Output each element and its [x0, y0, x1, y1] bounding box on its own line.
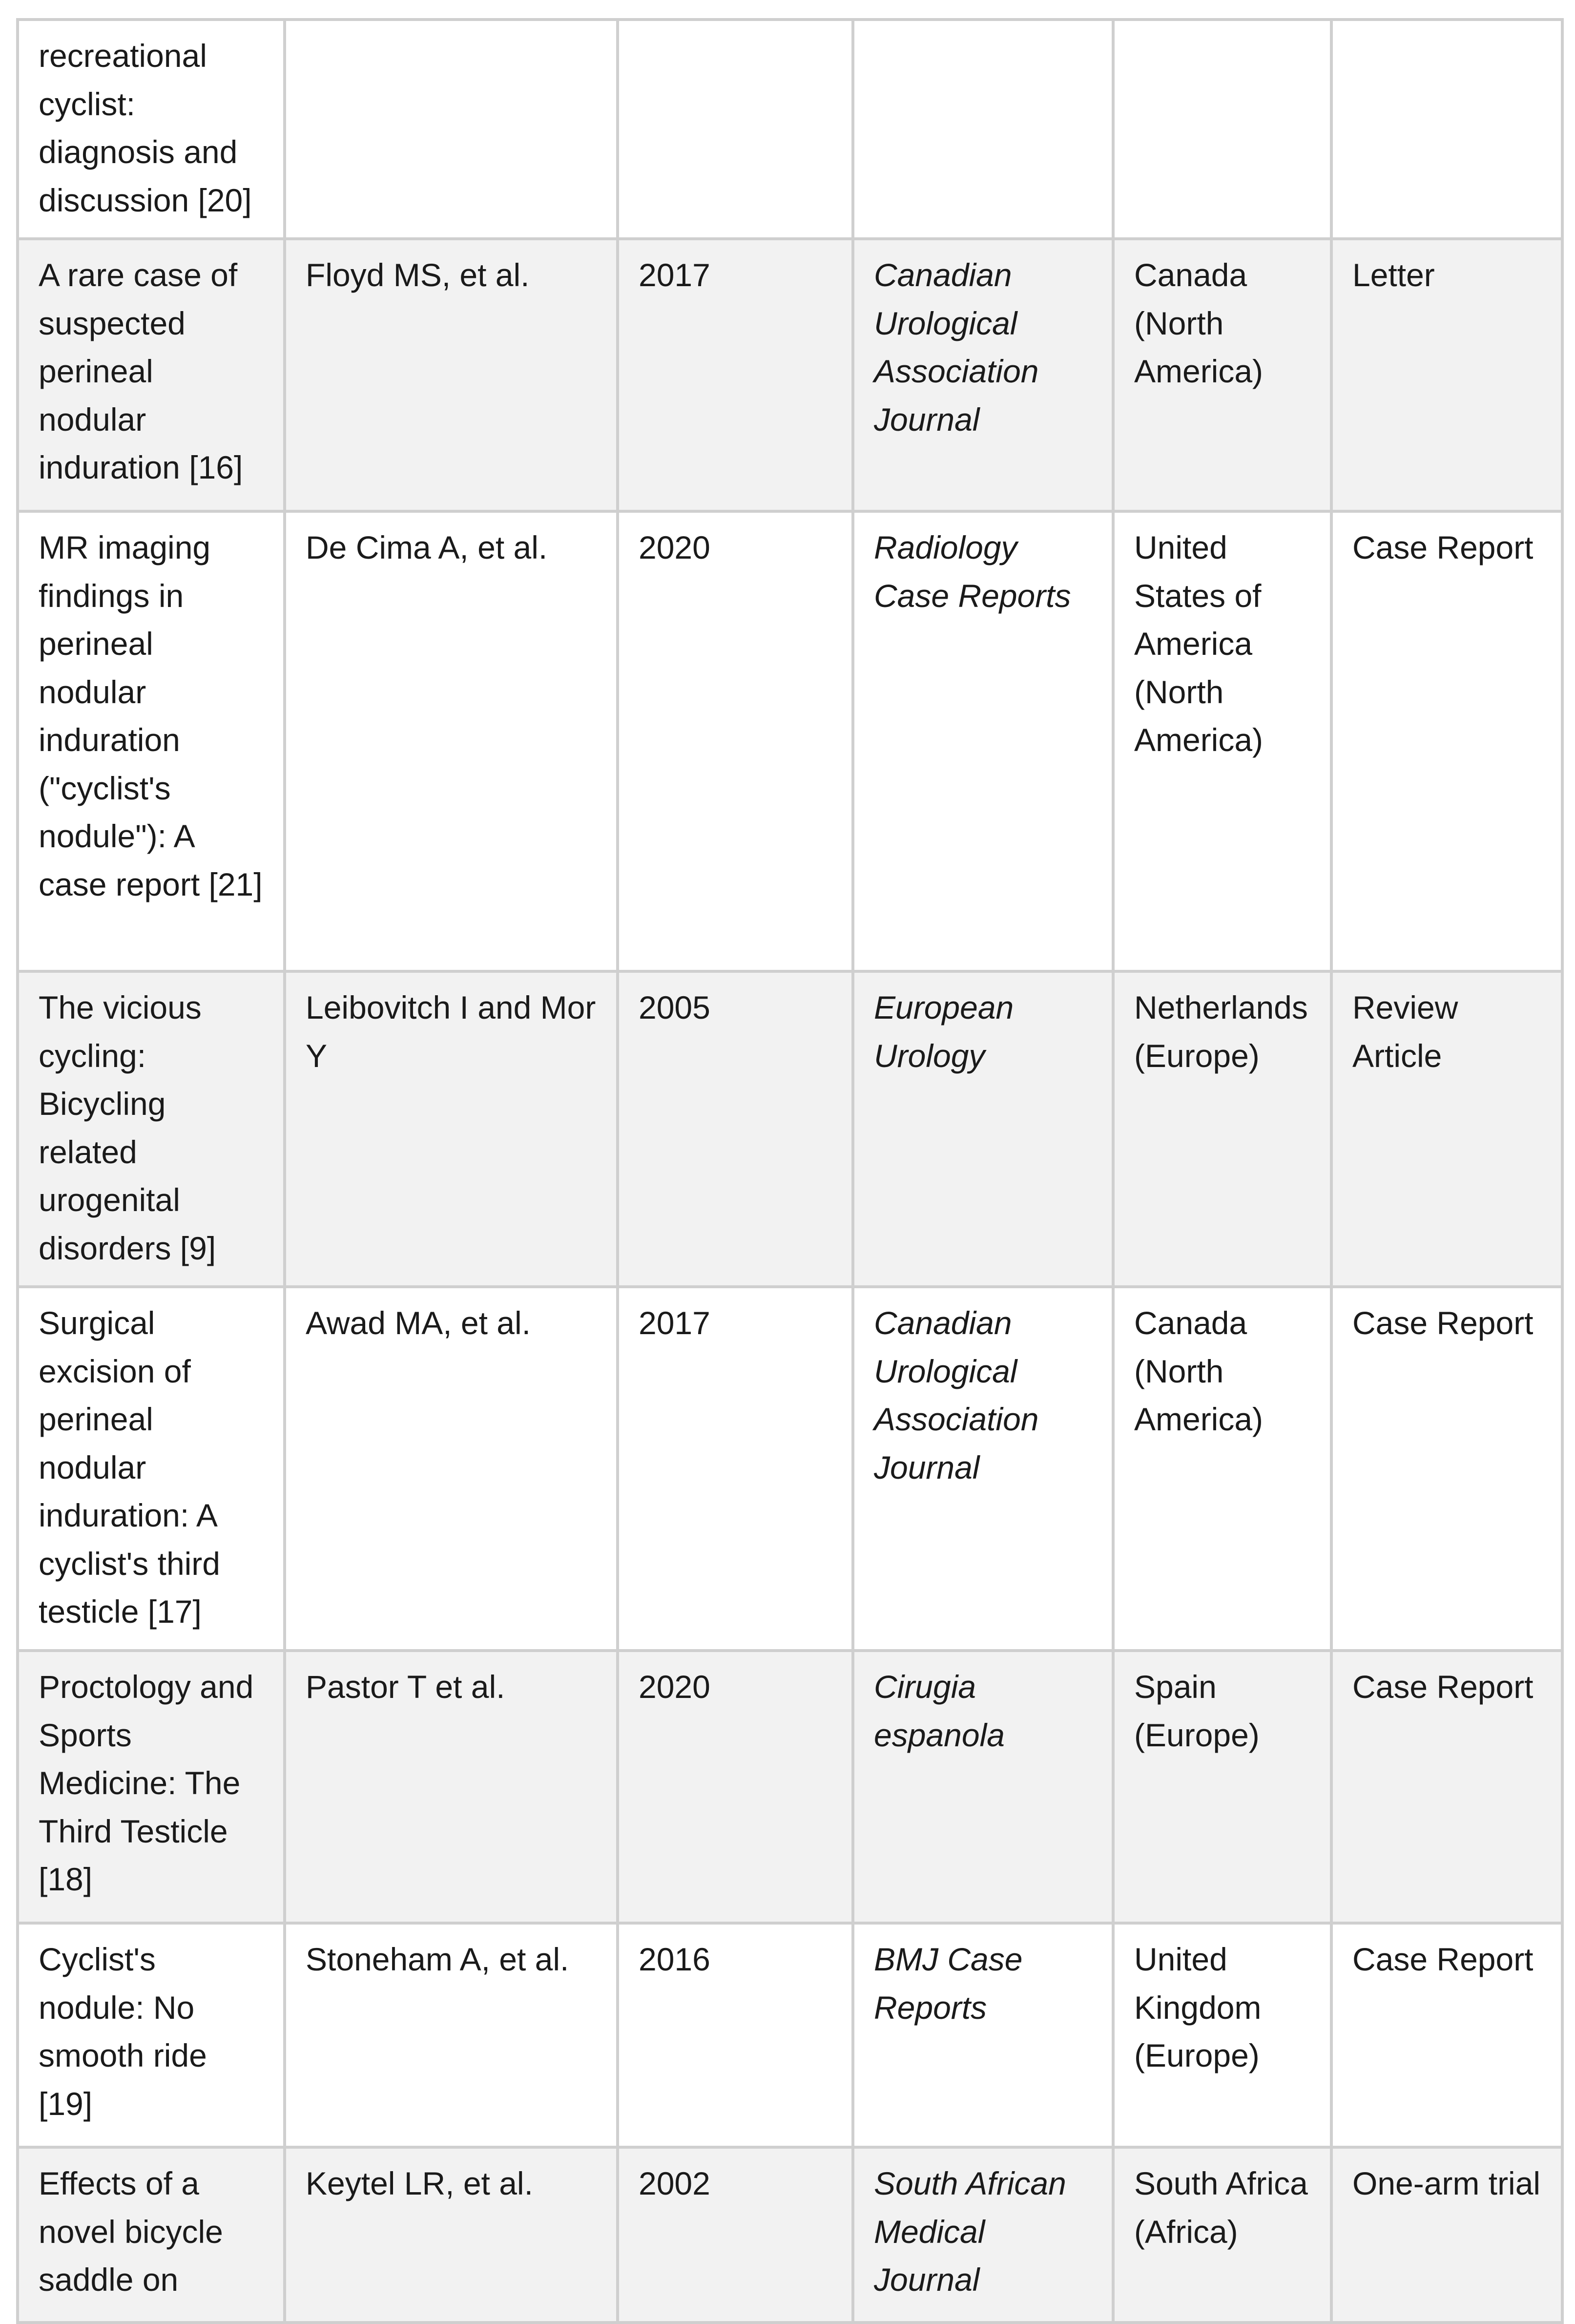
authors-cell: Awad MA, et al. [285, 1287, 618, 1651]
journal-cell [853, 20, 1113, 239]
authors-cell: Keytel LR, et al. [285, 2147, 618, 2323]
table-row [18, 1287, 1562, 1651]
title-cell: Cyclist's nodule: No smooth ride [19] [18, 1923, 285, 2147]
country-cell: Canada (North America) [1113, 239, 1331, 511]
title-cell: A rare case of suspected perineal nodular induration [16] [18, 239, 285, 511]
year-cell: 2002 [618, 2147, 853, 2323]
table-row [18, 20, 1562, 239]
type-cell: One-arm trial [1331, 2147, 1562, 2323]
journal-cell: European Urology [853, 971, 1113, 1287]
title-cell: Proctology and Sports Medicine: The Third Testicle [18] [18, 1651, 285, 1923]
journal-cell: Radiology Case Reports [853, 511, 1113, 971]
authors-cell: Pastor T et al. [285, 1651, 618, 1923]
authors-cell [285, 20, 618, 239]
year-cell: 2020 [618, 1651, 853, 1923]
journal-cell: South African Medical Journal [853, 2147, 1113, 2323]
type-cell: Case Report [1331, 511, 1562, 971]
table-row [18, 511, 1562, 971]
journal-cell: Canadian Urological Association Journal [853, 239, 1113, 511]
year-cell [618, 20, 853, 239]
authors-cell: De Cima A, et al. [285, 511, 618, 971]
title-cell: recreational cyclist: diagnosis and discussion [20] [18, 20, 285, 239]
year-cell: 2020 [618, 511, 853, 971]
type-cell: Case Report [1331, 1287, 1562, 1651]
literature-table [16, 18, 1564, 2324]
table-row [18, 1923, 1562, 2147]
authors-cell: Stoneham A, et al. [285, 1923, 618, 2147]
title-cell: Effects of a novel bicycle saddle on [18, 2147, 285, 2323]
country-cell [1113, 20, 1331, 239]
country-cell: United States of America (North America) [1113, 511, 1331, 971]
type-cell: Letter [1331, 239, 1562, 511]
type-cell: Review Article [1331, 971, 1562, 1287]
title-cell: The vicious cycling: Bicycling related urogenital disorders [9] [18, 971, 285, 1287]
year-cell: 2005 [618, 971, 853, 1287]
country-cell: South Africa (Africa) [1113, 2147, 1331, 2323]
authors-cell: Floyd MS, et al. [285, 239, 618, 511]
journal-cell: Canadian Urological Association Journal [853, 1287, 1113, 1651]
table-row [18, 239, 1562, 511]
year-cell: 2016 [618, 1923, 853, 2147]
title-cell: Surgical excision of perineal nodular induration: A cyclist's third testicle [17] [18, 1287, 285, 1651]
year-cell: 2017 [618, 239, 853, 511]
year-cell: 2017 [618, 1287, 853, 1651]
journal-cell: Cirugia espanola [853, 1651, 1113, 1923]
table-row [18, 1651, 1562, 1923]
type-cell [1331, 20, 1562, 239]
type-cell: Case Report [1331, 1651, 1562, 1923]
country-cell: Canada (North America) [1113, 1287, 1331, 1651]
table-row [18, 2147, 1562, 2323]
country-cell: United Kingdom (Europe) [1113, 1923, 1331, 2147]
type-cell: Case Report [1331, 1923, 1562, 2147]
country-cell: Netherlands (Europe) [1113, 971, 1331, 1287]
table-row [18, 971, 1562, 1287]
authors-cell: Leibovitch I and Mor Y [285, 971, 618, 1287]
journal-cell: BMJ Case Reports [853, 1923, 1113, 2147]
title-cell: MR imaging findings in perineal nodular induration ("cyclist's nodule"): A case report [21] [18, 511, 285, 971]
country-cell: Spain (Europe) [1113, 1651, 1331, 1923]
